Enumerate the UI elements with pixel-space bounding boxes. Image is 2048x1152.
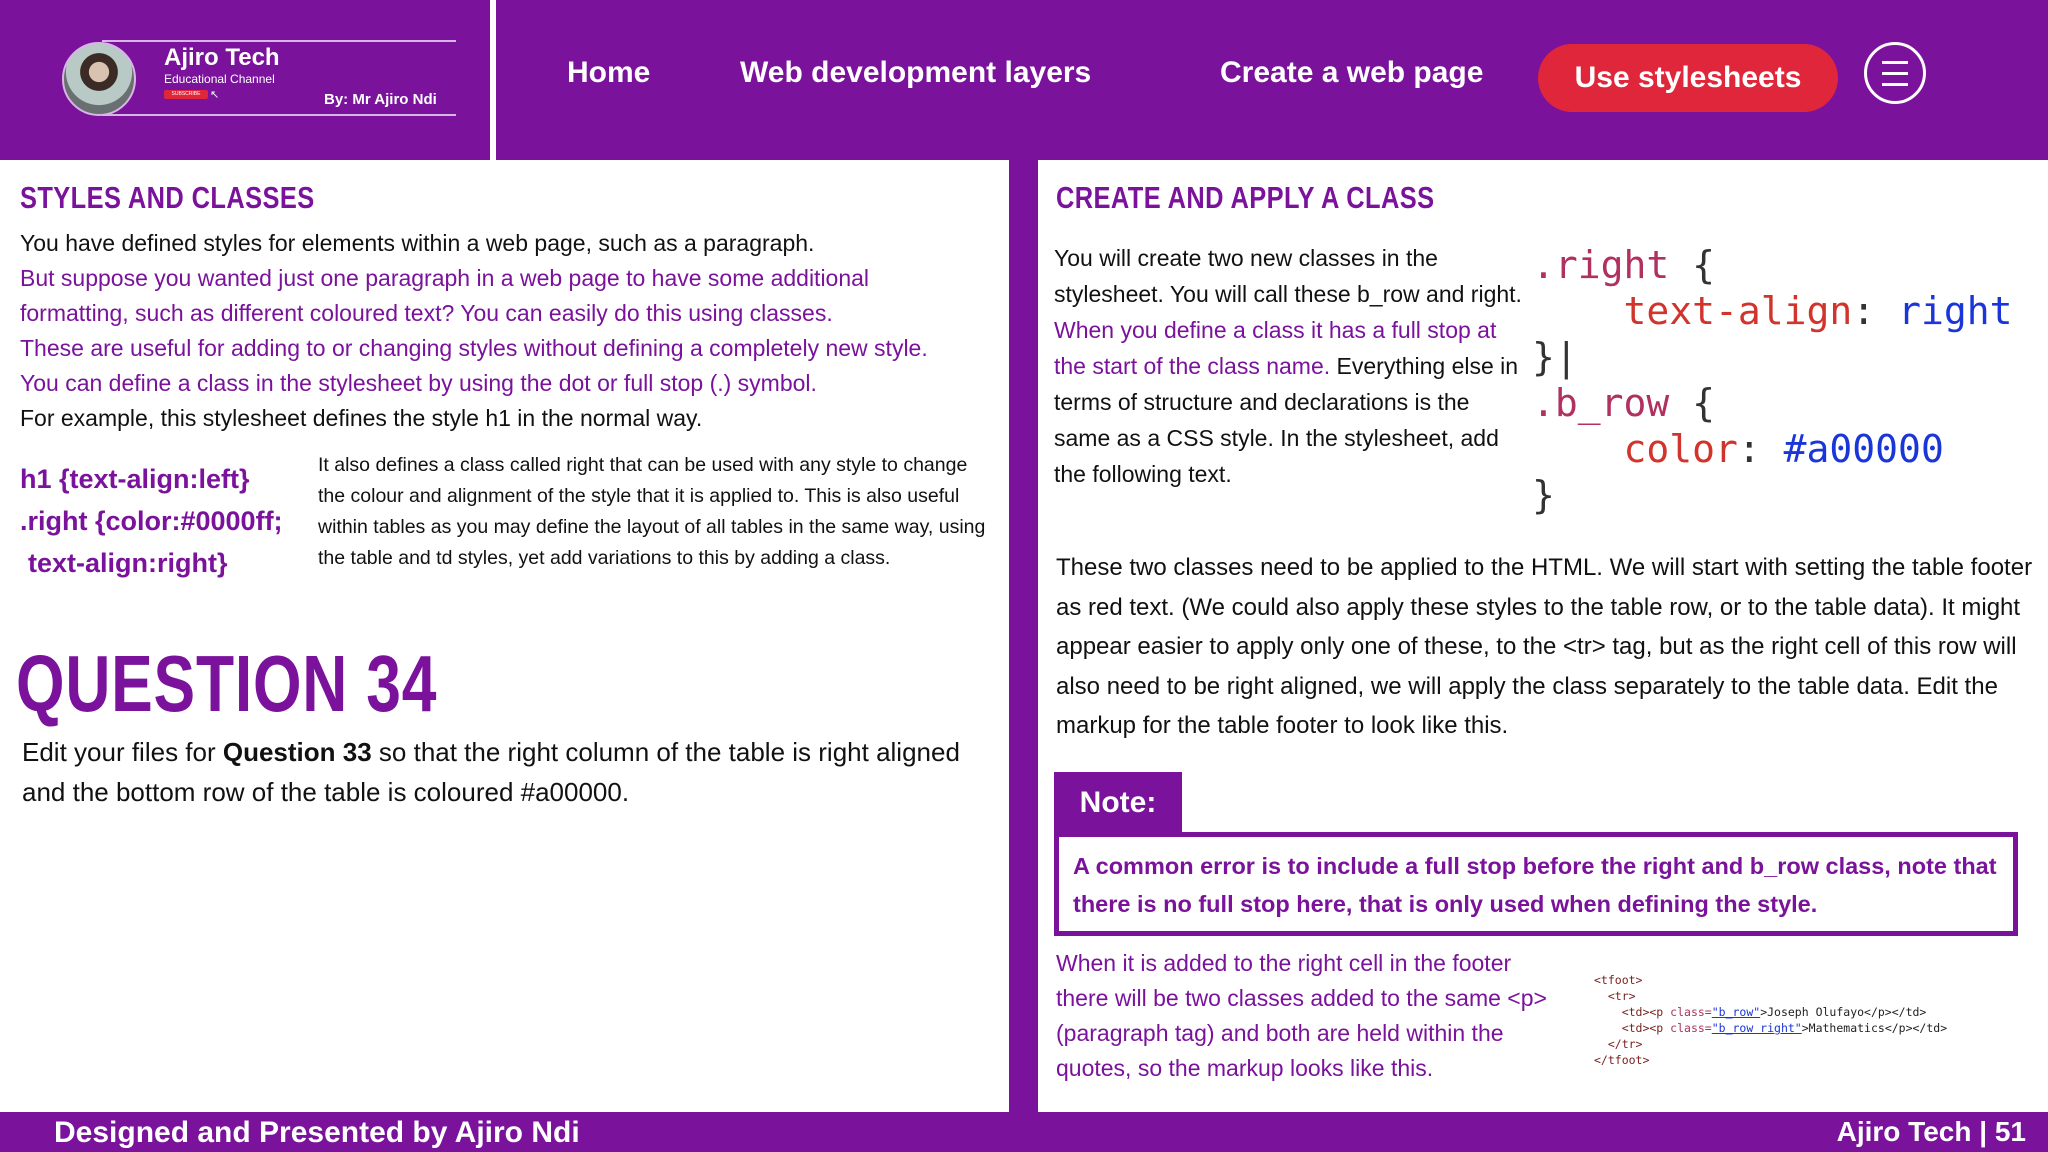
header bbox=[0, 0, 2048, 160]
section-heading-styles-classes: STYLES AND CLASSES bbox=[20, 180, 315, 215]
code-string: "b_row right" bbox=[1711, 1021, 1802, 1035]
class-explanation: It also defines a class called right that can be used with any style to change the colour and alignment of the style that it is applied to. This is also useful within tables as you may define the layout of all tables in the same way, using the table and td styles, yet add variations to this by adding a class. bbox=[318, 454, 986, 569]
nav-web-development-layers[interactable]: Web development layers bbox=[740, 56, 1092, 89]
section-heading-create-class: CREATE AND APPLY A CLASS bbox=[1056, 180, 1435, 215]
code-tag: <td><p bbox=[1594, 1021, 1671, 1035]
css-selector: .right bbox=[1532, 243, 1670, 287]
intro-highlight: When you define a class it has a full stop at the start of the class name. bbox=[1054, 317, 1497, 379]
paragraph-line: But suppose you wanted just one paragraph in a web page to have some additional bbox=[20, 265, 870, 291]
brand-author: By: Mr Ajiro Ndi bbox=[324, 91, 437, 108]
brand-name: Ajiro Tech bbox=[164, 44, 280, 71]
question-reference: Question 33 bbox=[222, 737, 372, 767]
question-text-post: so that the right column of the table is right aligned and the bottom row of the table is coloured #a00000. bbox=[22, 737, 960, 807]
code-line: <tfoot> bbox=[1594, 973, 1643, 987]
intro-text-cont: Everything else in terms of structure and declarations is the same as a CSS style. In the stylesheet, add the following text. bbox=[1054, 353, 1519, 487]
menu-bar bbox=[1882, 83, 1908, 86]
paragraph-line: You have defined styles for elements within a web page, such as a paragraph. bbox=[20, 230, 815, 256]
code-attr: class= bbox=[1670, 1005, 1712, 1019]
page-number: Ajiro Tech | 51 bbox=[1836, 1116, 2026, 1147]
paragraph-line: These are useful for adding to or changing styles without defining a completely new style. bbox=[20, 335, 928, 361]
code-content: >Joseph Olufayo</p></td> bbox=[1760, 1005, 1927, 1019]
hamburger-menu-icon[interactable] bbox=[1864, 42, 1926, 104]
css-example-code bbox=[20, 458, 283, 584]
css-class-code: .right { text-align: right }| .b_row { color: #a00000 } bbox=[1532, 243, 2013, 517]
css-value: right bbox=[1898, 289, 2013, 333]
nav-create-web-page[interactable]: Create a web page bbox=[1220, 56, 1484, 89]
code-line: <tr> bbox=[1594, 989, 1636, 1003]
paragraph-line: formatting, such as different coloured text? You can easily do this using classes. bbox=[20, 300, 833, 326]
menu-bar bbox=[1882, 72, 1908, 75]
paragraph-line: For example, this stylesheet defines the style h1 in the normal way. bbox=[20, 405, 703, 431]
right-panel bbox=[1038, 160, 2048, 1112]
menu-bar bbox=[1882, 61, 1908, 64]
code-string: "b_row" bbox=[1711, 1005, 1761, 1019]
nav-use-stylesheets[interactable]: Use stylesheets bbox=[1538, 44, 1838, 112]
css-property: text-align bbox=[1623, 289, 1853, 333]
question-text-pre: Edit your files for bbox=[22, 737, 223, 767]
note-label: Note: bbox=[1054, 772, 1182, 834]
header-divider bbox=[490, 0, 496, 160]
code-line: .right {color:#0000ff; bbox=[20, 506, 283, 536]
footer-credit: Designed and Presented by Ajiro Ndi bbox=[54, 1116, 580, 1149]
question-title: QUESTION 34 bbox=[16, 639, 438, 728]
left-panel bbox=[0, 160, 1009, 1112]
nav-home[interactable]: Home bbox=[567, 56, 651, 89]
footer bbox=[0, 1112, 2048, 1152]
brand-divider-bottom bbox=[102, 114, 456, 116]
class-intro bbox=[1054, 240, 1524, 492]
code-line: text-align:right} bbox=[28, 548, 228, 578]
brand-logo[interactable] bbox=[62, 40, 456, 116]
question-text bbox=[22, 732, 1002, 812]
code-attr: class= bbox=[1670, 1021, 1712, 1035]
code-tag: <td><p bbox=[1594, 1005, 1671, 1019]
cursor-icon: ↖ bbox=[210, 89, 220, 101]
code-line: </tfoot> bbox=[1594, 1053, 1650, 1067]
paragraph-line: You can define a class in the stylesheet by using the dot or full stop (.) symbol. bbox=[20, 370, 817, 396]
subscribe-button[interactable]: SUBSCRIBE bbox=[164, 90, 208, 99]
html-footer-code bbox=[1594, 972, 1947, 1068]
css-value: #a00000 bbox=[1783, 427, 1944, 471]
intro-text: You will create two new classes in the stylesheet. You will call these b_row and right. bbox=[1054, 245, 1522, 307]
brand-divider-top bbox=[102, 40, 456, 42]
code-content: >Mathematics</p></td> bbox=[1801, 1021, 1948, 1035]
css-property: color bbox=[1623, 427, 1738, 471]
code-line: </tr> bbox=[1594, 1037, 1643, 1051]
apply-class-paragraph: These two classes need to be applied to the HTML. We will start with setting the table footer as red text. (We could also apply these styles to the table row, or to the table data). It might appear easier to apply only one of these, to the <tr> tag, but as the right cell of this row will also need to be right aligned, we will apply the class separately to the table data. Edit the markup for the table footer to look like this. bbox=[1056, 554, 2033, 739]
avatar bbox=[62, 42, 136, 116]
note-box: A common error is to include a full stop before the right and b_row class, note that there is no full stop here, that is only used when defining the style. bbox=[1054, 832, 2018, 936]
markup-explanation: When it is added to the right cell in the footer there will be two classes added to the same <p> (paragraph tag) and both are held within the quotes, so the markup looks like this. bbox=[1056, 950, 1547, 1081]
css-selector: .b_row bbox=[1532, 381, 1670, 425]
brand-subtitle: Educational Channel bbox=[164, 72, 275, 86]
code-line: h1 {text-align:left} bbox=[20, 464, 250, 494]
